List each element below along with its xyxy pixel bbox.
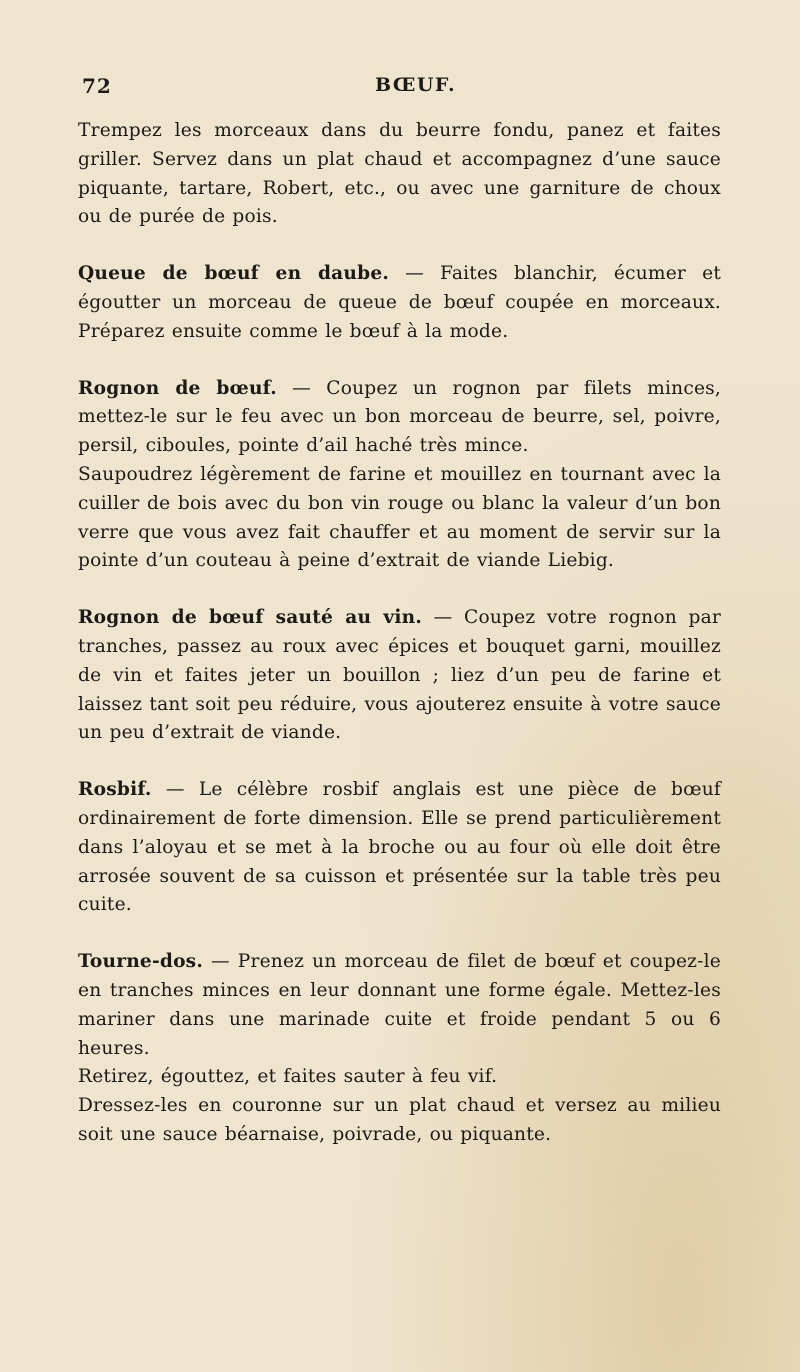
- paragraph-text: — Coupez votre rognon par tranches, passez au roux avec épices et bouquet garni, mouillez de vin et faites jeter un bouillon ; liez d’un peu de farine et laissez tant soit peu réduire, vous ajouterez ensuite à votre sauce un peu d’extrait de viande.: [78, 607, 721, 744]
- recipe-tourne-dos: [78, 948, 721, 1063]
- page-header: [0, 74, 800, 104]
- paragraph-text: — Le célèbre rosbif anglais est une pièce de bœuf ordinairement de forte dimension. Elle se prend particulièrement dans l’aloyau et se met à la broche ou au four où elle doit être arrosée souvent de sa cuisson et présentée sur la table très peu cuite.: [78, 779, 721, 916]
- recipe-heading: Rognon de bœuf.: [78, 377, 277, 399]
- recipe-heading: Rosbif.: [78, 779, 152, 801]
- page-number: 72: [82, 74, 112, 98]
- paragraph-text: — Coupez un rognon par filets minces, mettez-le sur le feu avec un bon morceau de beurre, sel, poivre, persil, ciboules, pointe d’ail haché très mince.: [78, 377, 722, 457]
- paragraph-text: Trempez les morceaux dans du beurre fondu, panez et faites griller. Servez dans un plat chaud et accompagnez d’une sauce piquante, tartare, Robert, etc., ou avec une garniture de choux ou de purée de pois.: [78, 120, 721, 228]
- spacer: [78, 347, 721, 375]
- running-title: BŒUF.: [375, 74, 457, 96]
- recipe-continuation: [78, 117, 721, 232]
- recipe-heading: Rognon de bœuf sauté au vin.: [78, 607, 423, 629]
- paragraph-text: Dressez-les en couronne sur un plat chaud et versez au milieu soit une sauce béarnaise, poivrade, ou piquante.: [78, 1095, 721, 1145]
- spacer: [78, 920, 721, 948]
- recipe-queue-de-boeuf: [78, 260, 721, 346]
- recipe-heading: Queue de bœuf en daube.: [78, 263, 390, 285]
- spacer: [78, 748, 721, 776]
- page-body: [78, 117, 721, 1150]
- spacer: [78, 576, 721, 604]
- paragraph-text: Retirez, égouttez, et faites sauter à feu vif.: [78, 1066, 498, 1088]
- recipe-tourne-dos-step: [78, 1063, 721, 1092]
- paragraph-text: Saupoudrez légèrement de farine et mouillez en tournant avec la cuiller de bois avec du bon vin rouge ou blanc la valeur d’un bon verre que vous avez fait chauffer et au moment de servir sur la pointe d’un couteau à peine d’extrait de viande Liebig.: [78, 463, 721, 572]
- recipe-tourne-dos-step: [78, 1092, 721, 1150]
- paragraph-text: — Faites blanchir, écumer et égoutter un morceau de queue de bœuf coupée en morceaux. Préparez ensuite comme le bœuf à la mode.: [78, 263, 721, 342]
- recipe-heading: Tourne-dos.: [78, 951, 204, 973]
- recipe-rognon-saute: [78, 604, 721, 748]
- paragraph-text: — Prenez un morceau de filet de bœuf et coupez-le en tranches minces en leur donnant une forme égale. Mettez-les mariner dans une marinade cuite et froide pendant 5 ou 6 heures.: [78, 951, 721, 1059]
- recipe-rognon-de-boeuf: [78, 375, 721, 461]
- spacer: [78, 232, 721, 260]
- recipe-rognon-de-boeuf-continued: [78, 461, 721, 576]
- recipe-rosbif: [78, 776, 721, 920]
